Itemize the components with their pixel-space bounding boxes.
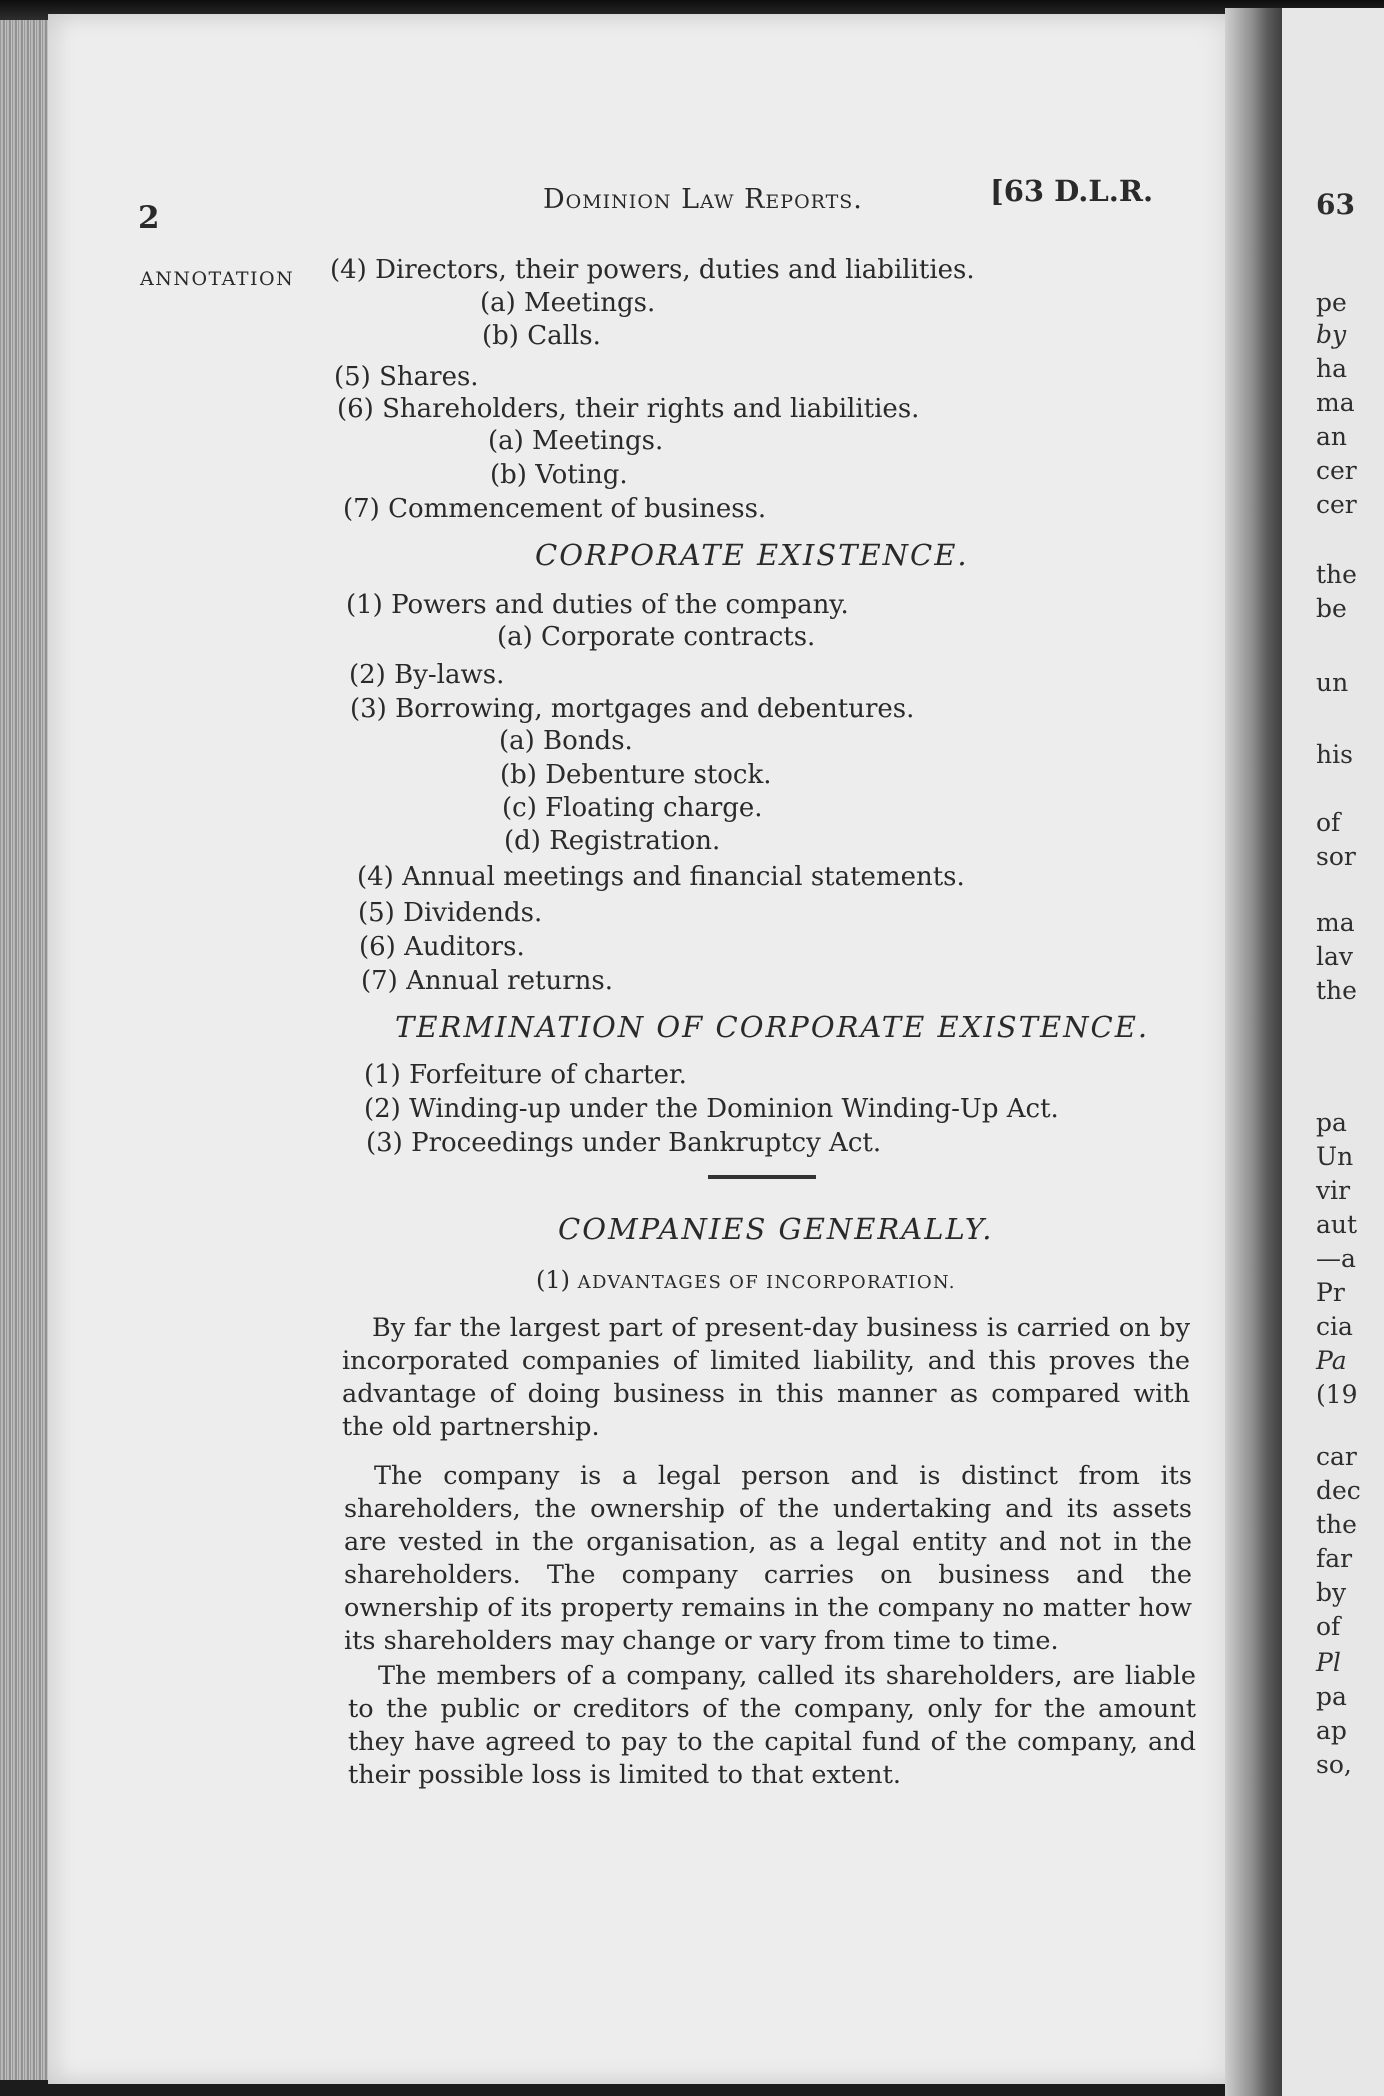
outline-item: (3) Borrowing, mortgages and debentures. — [350, 694, 915, 724]
facing-page-fragment: Pr — [1316, 1278, 1345, 1307]
facing-page-fragment: Un — [1316, 1142, 1354, 1171]
outline-subitem: (a) Meetings. — [480, 288, 656, 318]
outline-item: (1) Forfeiture of charter. — [364, 1060, 687, 1090]
outline-item: (4) Annual meetings and financial statements. — [357, 862, 965, 892]
body-paragraph: By far the largest part of present-day business is carried on by incorporated companies of limited liability, and this proves the advantage of doing business in this manner as compared with the old partnership. — [342, 1313, 1190, 1442]
facing-page-fragment: ma — [1316, 908, 1355, 937]
outline-item: (6) Auditors. — [359, 932, 525, 962]
section-heading-companies-generally: COMPANIES GENERALLY. — [558, 1212, 994, 1246]
facing-page-fragment: ha — [1316, 354, 1348, 383]
subheading-title: ADVANTAGES OF INCORPORATION. — [577, 1272, 956, 1293]
facing-page-fragment: Pl — [1316, 1648, 1341, 1677]
outline-item: (3) Proceedings under Bankruptcy Act. — [366, 1128, 882, 1158]
page-number: 2 — [138, 200, 160, 236]
section-heading-termination: TERMINATION OF CORPORATE EXISTENCE. — [395, 1010, 1150, 1044]
facing-page-fragment: the — [1316, 560, 1357, 589]
section-heading-corporate-existence: CORPORATE EXISTENCE. — [535, 538, 969, 572]
book-gutter — [1225, 8, 1285, 2096]
facing-page-fragment: far — [1316, 1544, 1353, 1573]
running-head: Dominion Law Reports. — [543, 184, 863, 215]
volume-reference: [63 D.L.R. — [990, 174, 1154, 208]
facing-page-fragment: un — [1316, 668, 1349, 697]
outline-item: (7) Annual returns. — [361, 966, 613, 996]
margin-note-annotation: ANNOTATION — [140, 268, 295, 290]
facing-page-fragment: be — [1316, 594, 1347, 623]
outline-item: (1) Powers and duties of the company. — [346, 590, 849, 620]
outline-subitem: (c) Floating charge. — [502, 793, 763, 823]
facing-page-fragment: an — [1316, 422, 1348, 451]
outline-subitem: (a) Bonds. — [499, 726, 633, 756]
facing-page-fragment: dec — [1316, 1476, 1361, 1505]
outline-subitem: (b) Debenture stock. — [500, 760, 772, 790]
outline-item: (5) Dividends. — [358, 898, 543, 928]
facing-page-fragment: Pa — [1316, 1346, 1347, 1375]
facing-page-fragment: by — [1316, 1578, 1347, 1607]
facing-page-fragment: his — [1316, 740, 1353, 769]
subheading-advantages — [536, 1266, 956, 1294]
facing-page-fragment: vir — [1316, 1176, 1351, 1205]
facing-page-fragment: pa — [1316, 1682, 1347, 1711]
facing-page-number: 63 — [1316, 188, 1355, 221]
outline-item: (6) Shareholders, their rights and liabilities. — [337, 394, 920, 424]
outline-subitem: (a) Meetings. — [488, 426, 664, 456]
facing-page-fragment: the — [1316, 976, 1357, 1005]
page-stack-edge — [0, 20, 54, 2080]
facing-page-fragment: of — [1316, 808, 1341, 837]
facing-page-fragment: pe — [1316, 288, 1347, 317]
section-divider-rule — [708, 1175, 816, 1179]
facing-page-fragment: ap — [1316, 1716, 1347, 1745]
body-paragraph: The members of a company, called its shareholders, are liable to the public or creditors of the company, only for the amount they have agreed to pay to the capital fund of the company, and their possible loss is limited to that extent. — [348, 1661, 1196, 1790]
outline-item: (2) By-laws. — [349, 660, 505, 690]
outline-item: (7) Commencement of business. — [343, 494, 767, 524]
outline-subitem: (d) Registration. — [504, 826, 721, 856]
facing-page-fragment: cia — [1316, 1312, 1353, 1341]
facing-page-fragment: cer — [1316, 490, 1357, 519]
facing-page-fragment: —a — [1316, 1244, 1356, 1273]
outline-subitem: (b) Calls. — [482, 321, 601, 351]
outline-item: (4) Directors, their powers, duties and liabilities. — [330, 255, 975, 285]
outline-item: (2) Winding-up under the Dominion Winding-Up Act. — [364, 1094, 1059, 1124]
body-paragraph: The company is a legal person and is distinct from its shareholders, the ownership of the undertaking and its assets are vested in the organisation, as a legal entity and not in the shareholders. The company carries on business and the ownership of its property remains in the company no matter how its shareholders may change or vary from time to time. — [344, 1461, 1192, 1656]
outline-subitem: (b) Voting. — [490, 460, 628, 490]
facing-page-fragment: by — [1316, 320, 1347, 349]
facing-page-fragment: the — [1316, 1510, 1357, 1539]
facing-page-fragment: so, — [1316, 1750, 1352, 1779]
outline-subitem: (a) Corporate contracts. — [497, 622, 816, 652]
subheading-number: (1) — [536, 1266, 570, 1294]
facing-page-fragment: cer — [1316, 456, 1357, 485]
facing-page-fragment: of — [1316, 1612, 1341, 1641]
facing-page-fragment: pa — [1316, 1108, 1347, 1137]
facing-page-fragment: aut — [1316, 1210, 1358, 1239]
outline-item: (5) Shares. — [334, 362, 479, 392]
facing-page-fragment: car — [1316, 1442, 1357, 1471]
facing-page-fragment: lav — [1316, 942, 1354, 971]
facing-page-fragment: (19 — [1316, 1380, 1358, 1409]
facing-page-fragment: sor — [1316, 842, 1356, 871]
facing-page-fragment: ma — [1316, 388, 1355, 417]
facing-page — [1282, 8, 1384, 2096]
